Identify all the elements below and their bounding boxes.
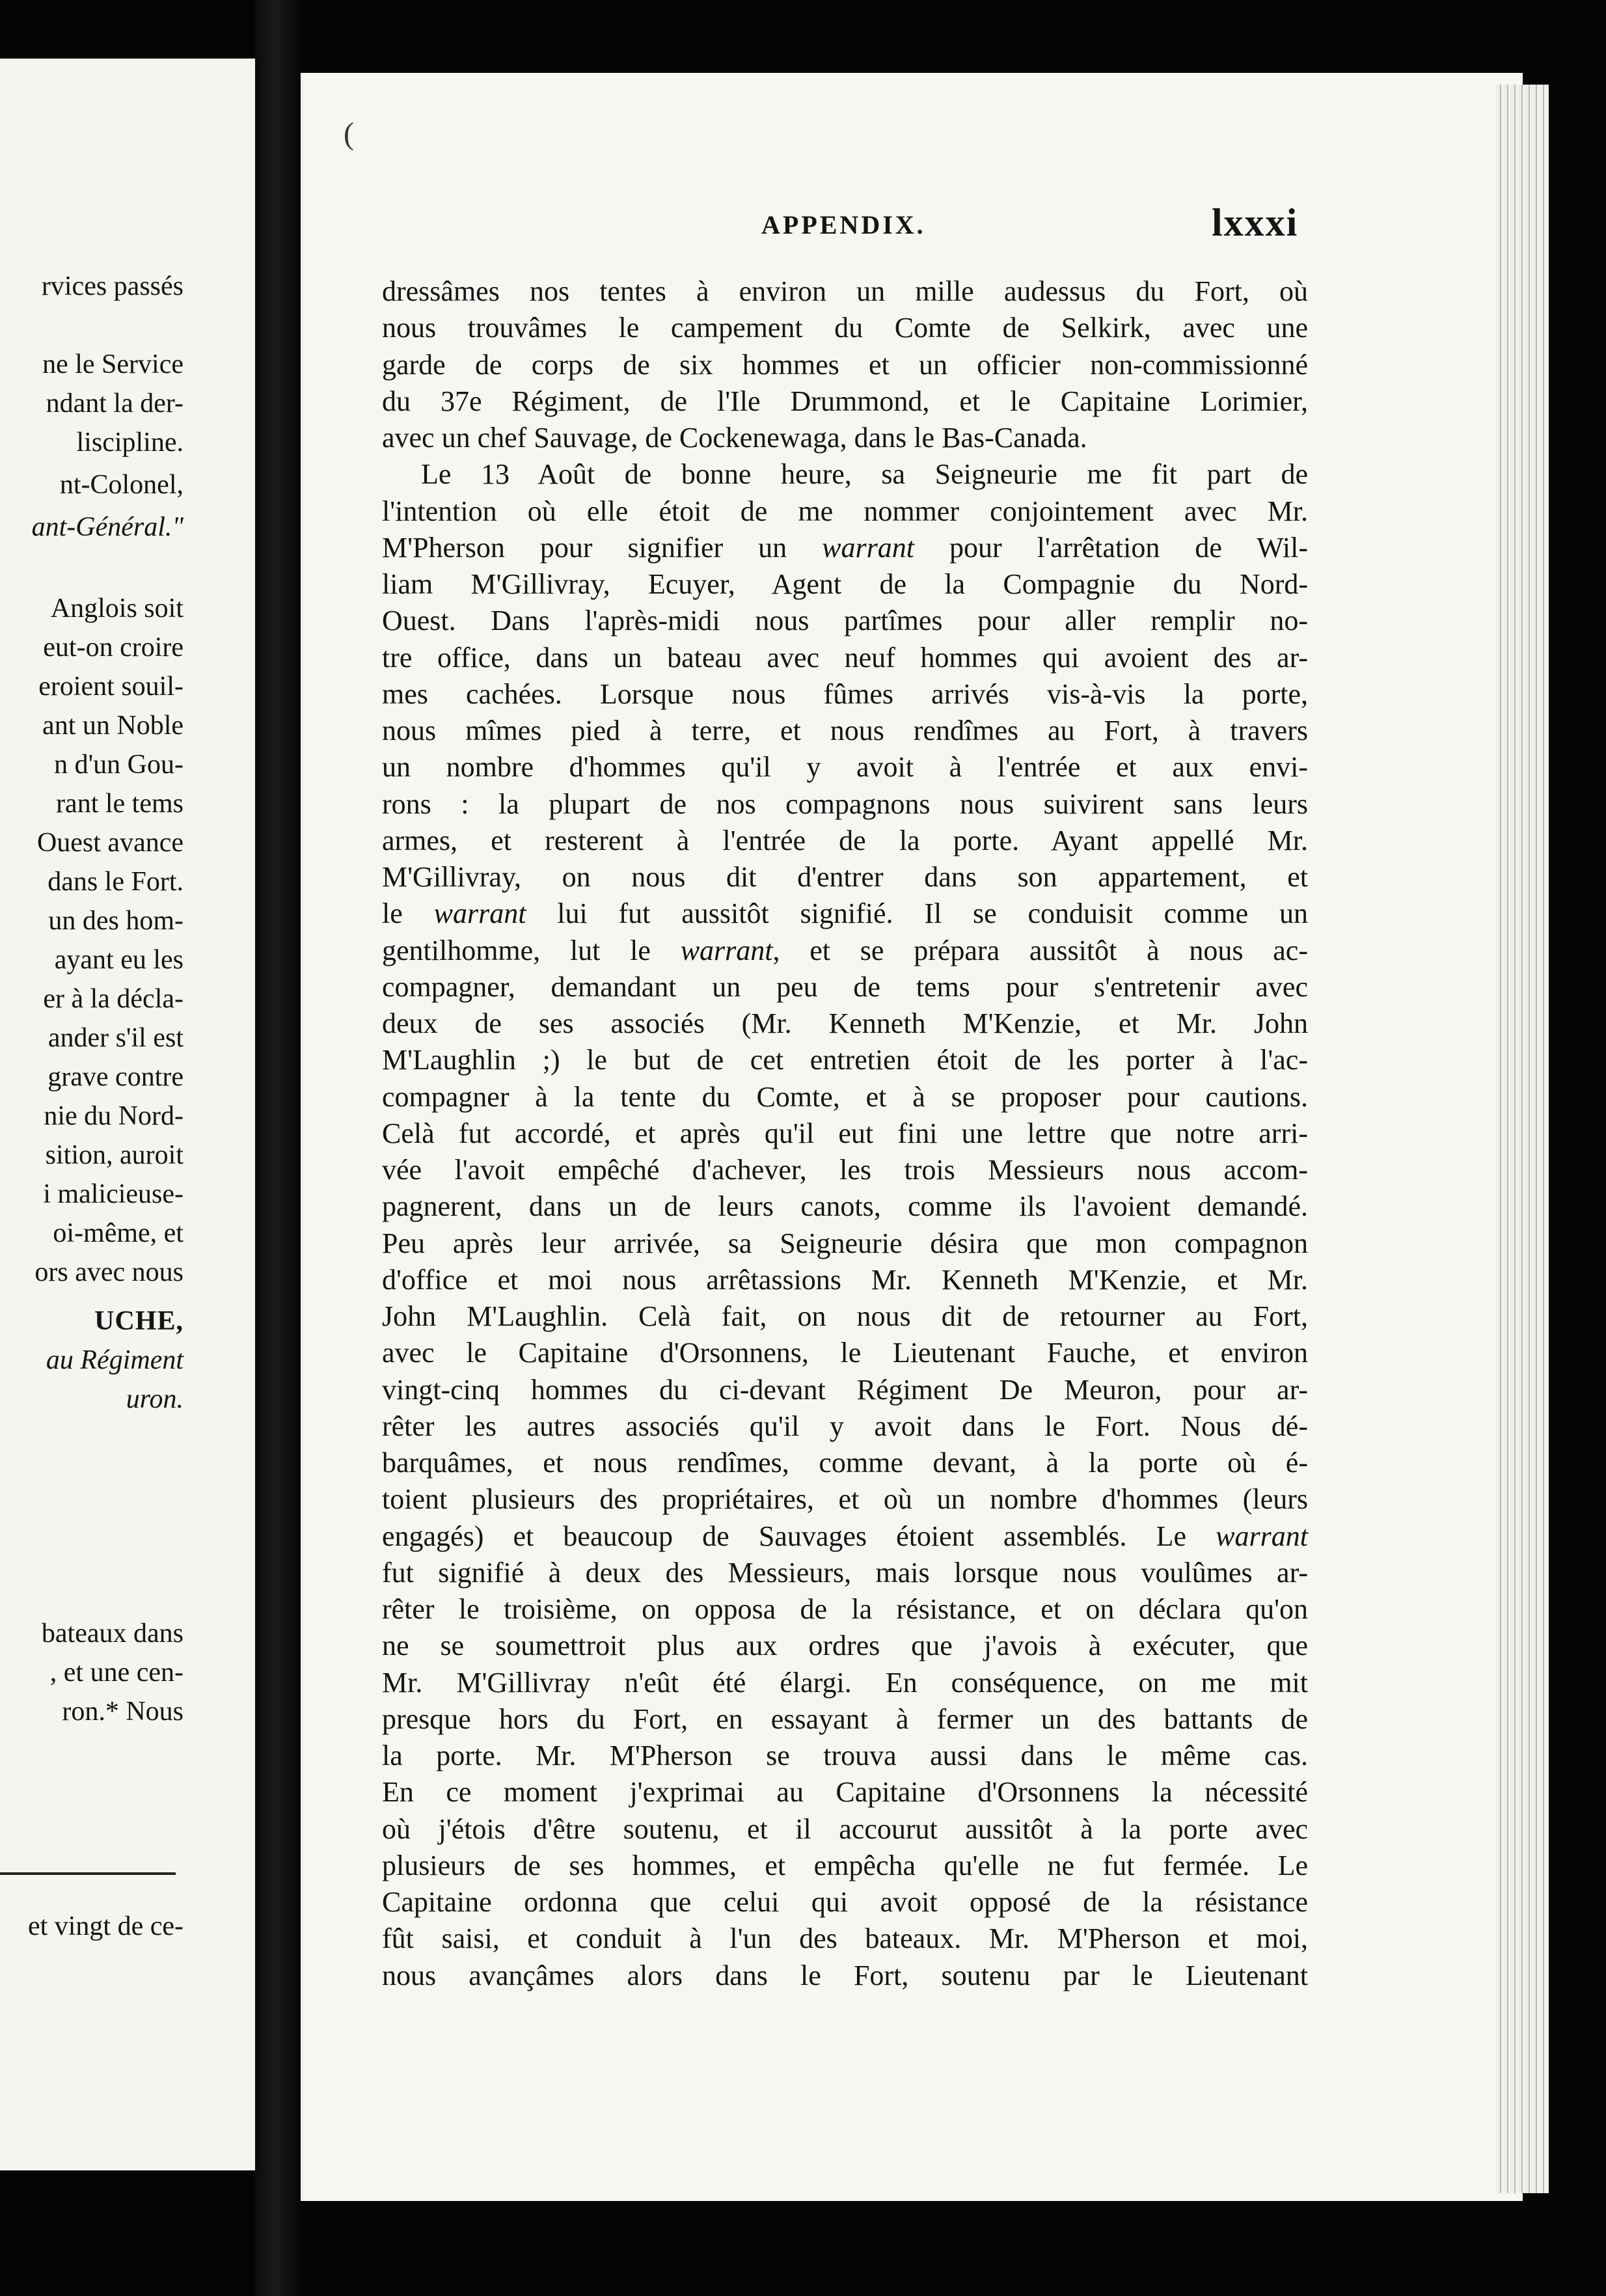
text-line: un nombre d'hommes qu'il y avoit à l'entrée et aux envi- bbox=[382, 751, 1308, 784]
text-line: rêter les autres associés qu'il y avoit dans le Fort. Nous dé- bbox=[382, 1410, 1308, 1442]
text-line: du 37e Régiment, de l'Ile Drummond, et le Capitaine Lorimier, bbox=[382, 385, 1308, 417]
text-line: avec le Capitaine d'Orsonnens, le Lieutenant Fauche, et environ bbox=[382, 1337, 1308, 1369]
book-gutter bbox=[255, 0, 301, 2296]
left-page-line: eut-on croire bbox=[43, 633, 184, 663]
left-page-line: er à la décla- bbox=[43, 984, 184, 1014]
left-page-line: ayant eu les bbox=[54, 945, 184, 975]
left-page-line: sition, auroit bbox=[45, 1140, 184, 1170]
text-line: John M'Laughlin. Celà fait, on nous dit de retourner au Fort, bbox=[382, 1300, 1308, 1332]
left-page-line: grave contre bbox=[48, 1062, 184, 1092]
text-line: armes, et resterent à l'entrée de la porte. Ayant appellé Mr. bbox=[382, 824, 1308, 856]
text-line: où j'étois d'être soutenu, et il accourut aussitôt à la porte avec bbox=[382, 1812, 1308, 1845]
left-page-line: au Régiment bbox=[46, 1345, 184, 1375]
left-page-line: ant un Noble bbox=[42, 711, 184, 741]
text-line: rêter le troisième, on opposa de la résistance, et on déclara qu'on bbox=[382, 1593, 1308, 1625]
text-line: pagnerent, dans un de leurs canots, comme ils l'avoient demandé. bbox=[382, 1190, 1308, 1223]
page-edges bbox=[1497, 85, 1549, 2193]
left-page-line: , et une cen- bbox=[49, 1658, 184, 1688]
text-line: dressâmes nos tentes à environ un mille audessus du Fort, où bbox=[382, 275, 1308, 307]
text-line: fut signifié à deux des Messieurs, mais lorsque nous voulûmes ar- bbox=[382, 1556, 1308, 1589]
text-line: fût saisi, et conduit à l'un des bateaux. Mr. M'Pherson et moi, bbox=[382, 1922, 1308, 1955]
text-line: tre office, dans un bateau avec neuf hommes qui avoient des ar- bbox=[382, 641, 1308, 674]
text-line: Capitaine ordonna que celui qui avoit opposé de la résistance bbox=[382, 1886, 1308, 1918]
text-line: barquâmes, et nous rendîmes, comme devant, à la porte où é- bbox=[382, 1447, 1308, 1479]
text-line: Celà fut accordé, et après qu'il eut fini une lettre que notre arri- bbox=[382, 1117, 1308, 1149]
left-page-line: dans le Fort. bbox=[48, 867, 184, 897]
text-line: gentilhomme, lut le warrant, et se prépara aussitôt à nous ac- bbox=[382, 934, 1308, 966]
italic-term: warrant bbox=[822, 531, 914, 564]
text-line: vingt-cinq hommes du ci-devant Régiment De Meuron, pour ar- bbox=[382, 1373, 1308, 1406]
text-line: Le 13 Août de bonne heure, sa Seigneurie me fit part de bbox=[421, 458, 1308, 491]
text-line: deux de ses associés (Mr. Kenneth M'Kenzie, et Mr. John bbox=[382, 1007, 1308, 1039]
left-page-line: ndant la der- bbox=[46, 389, 184, 418]
text-line: compagner à la tente du Comte, et à se proposer pour cautions. bbox=[382, 1080, 1308, 1113]
text-line: plusieurs de ses hommes, et empêcha qu'elle ne fut fermée. Le bbox=[382, 1849, 1308, 1881]
text-line: liam M'Gillivray, Ecuyer, Agent de la Compagnie du Nord- bbox=[382, 568, 1308, 600]
body-text bbox=[382, 273, 1308, 1994]
italic-term: warrant bbox=[433, 897, 526, 930]
text-line: garde de corps de six hommes et un officier non-commissionné bbox=[382, 348, 1308, 381]
left-page-line: ant-Général." bbox=[31, 512, 184, 542]
text-line: engagés) et beaucoup de Sauvages étoient assemblés. Le warrant bbox=[382, 1520, 1308, 1552]
left-page-line: eroient souil- bbox=[38, 672, 184, 702]
text-line: mes cachées. Lorsque nous fûmes arrivés vis-à-vis la porte, bbox=[382, 677, 1308, 710]
text-line: la porte. Mr. M'Pherson se trouva aussi dans le même cas. bbox=[382, 1740, 1308, 1771]
text-line: nous avançâmes alors dans le Fort, soutenu par le Lieutenant bbox=[382, 1959, 1308, 1991]
previous-page-fragment bbox=[0, 59, 255, 2170]
left-page-line: UCHE, bbox=[94, 1306, 184, 1336]
left-page-line: n d'un Gou- bbox=[54, 750, 184, 780]
text-line: M'Pherson pour signifier un warrant pour l'arrêtation de Wil- bbox=[382, 531, 1308, 564]
left-page-line: uron. bbox=[126, 1384, 184, 1414]
left-page-line: ander s'il est bbox=[48, 1023, 184, 1053]
text-line: vée l'avoit empêché d'achever, les trois Messieurs nous accom- bbox=[382, 1154, 1308, 1186]
left-page-line: nie du Nord- bbox=[44, 1101, 184, 1131]
left-page-line: nt-Colonel, bbox=[59, 470, 184, 500]
text-line: nous trouvâmes le campement du Comte de Selkirk, avec une bbox=[382, 312, 1308, 344]
italic-term: warrant bbox=[680, 934, 773, 966]
running-head: APPENDIX. bbox=[761, 210, 926, 239]
text-line: le warrant lui fut aussitôt signifié. Il se conduisit comme un bbox=[382, 897, 1308, 930]
text-line: nous mîmes pied à terre, et nous rendîmes au Fort, à travers bbox=[382, 715, 1308, 746]
left-page-line: ors avec nous bbox=[34, 1257, 184, 1287]
page-number: lxxxi bbox=[1212, 201, 1299, 244]
text-line: M'Gillivray, on nous dit d'entrer dans son appartement, et bbox=[382, 861, 1308, 893]
text-line: compagner, demandant un peu de tems pour s'entretenir avec bbox=[382, 970, 1308, 1003]
left-page-line: ron.* Nous bbox=[62, 1697, 184, 1727]
left-page-line: oi-même, et bbox=[53, 1218, 184, 1248]
text-line: d'office et moi nous arrêtassions Mr. Kenneth M'Kenzie, et Mr. bbox=[382, 1263, 1308, 1296]
text-line: presque hors du Fort, en essayant à fermer un des battants de bbox=[382, 1702, 1308, 1735]
left-page-line: rvices passés bbox=[41, 271, 184, 301]
text-line: M'Laughlin ;) le but de cet entretien étoit de les porter à l'ac- bbox=[382, 1044, 1308, 1076]
text-line: Peu après leur arrivée, sa Seigneurie désira que mon compagnon bbox=[382, 1227, 1308, 1259]
text-line: toient plusieurs des propriétaires, et où un nombre d'hommes (leurs bbox=[382, 1483, 1308, 1516]
text-line: Mr. M'Gillivray n'eût été élargi. En conséquence, on me mit bbox=[382, 1666, 1308, 1699]
left-page-line: Ouest avance bbox=[36, 828, 184, 858]
footnote-rule bbox=[0, 1872, 176, 1875]
left-page-line: un des hom- bbox=[48, 906, 184, 936]
text-line: ne se soumettroit plus aux ordres que j'avois à exécuter, que bbox=[382, 1630, 1308, 1662]
left-page-line: rant le tems bbox=[56, 789, 184, 819]
text-line: l'intention où elle étoit de me nommer conjointement avec Mr. bbox=[382, 495, 1308, 527]
left-page-line: et vingt de ce- bbox=[27, 1911, 184, 1941]
left-page-line: bateaux dans bbox=[41, 1619, 184, 1648]
text-line: avec un chef Sauvage, de Cockenewaga, dans le Bas-Canada. bbox=[382, 422, 1087, 454]
left-page-line: ne le Service bbox=[42, 349, 184, 379]
left-page-line: i malicieuse- bbox=[43, 1179, 184, 1209]
text-line: rons : la plupart de nos compagnons nous suivirent sans leurs bbox=[382, 787, 1308, 820]
margin-mark: ( bbox=[344, 116, 354, 151]
text-line: En ce moment j'exprimai au Capitaine d'Orsonnens la nécessité bbox=[382, 1776, 1308, 1809]
left-page-line: Anglois soit bbox=[50, 594, 184, 623]
left-page-line: liscipline. bbox=[76, 428, 184, 458]
text-line: Ouest. Dans l'après-midi nous partîmes pour aller remplir no- bbox=[382, 605, 1308, 637]
italic-term: warrant bbox=[1216, 1520, 1308, 1552]
